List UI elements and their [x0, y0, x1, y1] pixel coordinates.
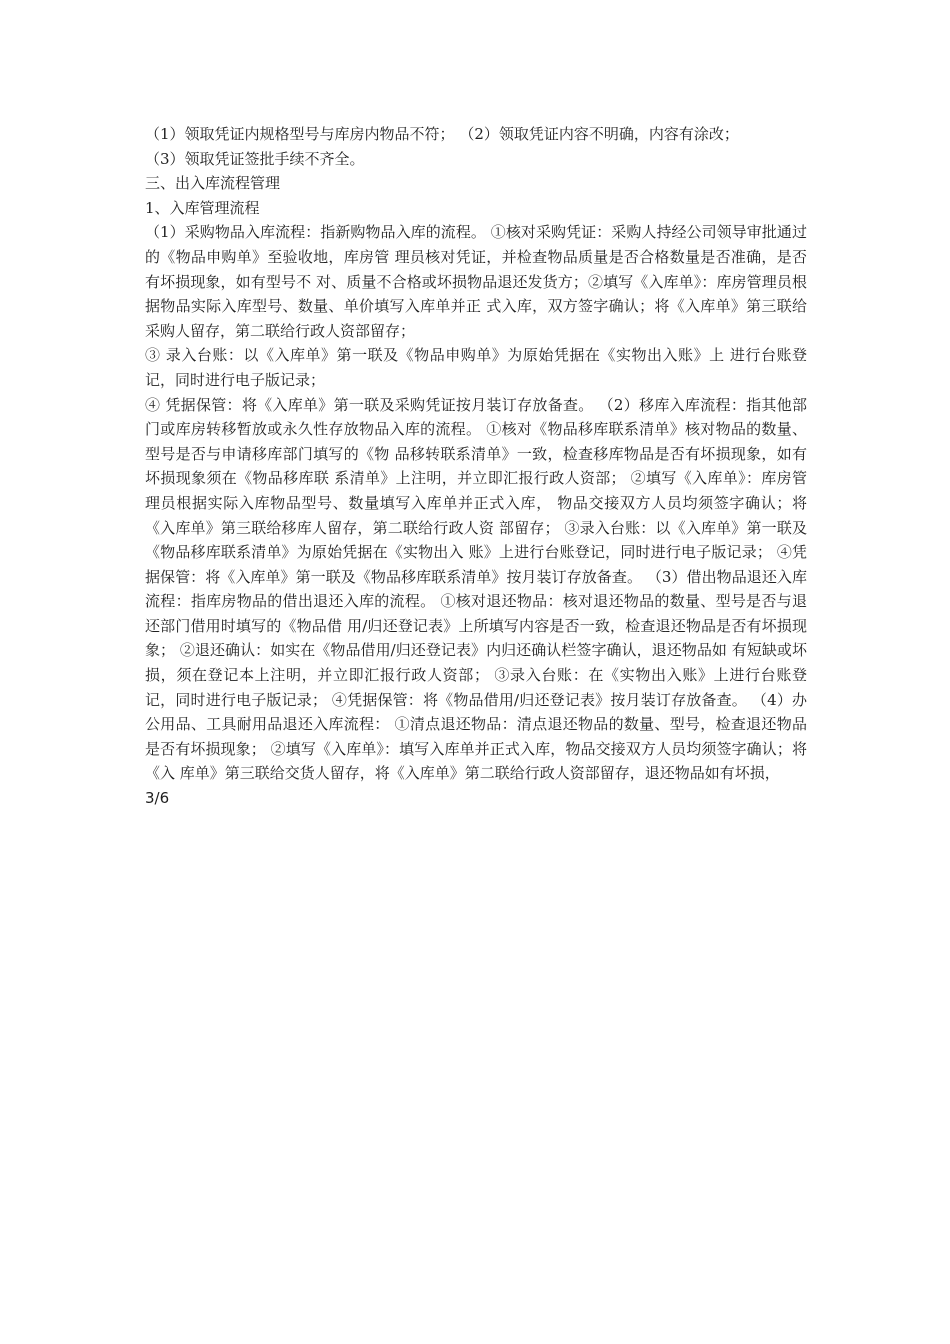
purchase-inbound-paragraph: （1）采购物品入库流程：指新购物品入库的流程。 ①核对采购凭证：采购人持经公司领导审批通过的《物品申购单》至验收地，库房管 理员核对凭证，并检查物品质量是否合格数量是否准确，是否有坏损现象，如有型号不 对、质量不合格或坏损物品退还发货方；②填写《入库单》：库房管理员根据物品实际入库型号、数量、单价填写入库单并正 式入库，双方签字确认；将《入库单》第三联给采购人留存，第二联给行政人资部留存； — [145, 223, 807, 340]
page-number: 3/6 — [145, 789, 170, 808]
section-heading: 三、出入库流程管理 — [145, 174, 281, 193]
inbound-procedures-paragraph: ④ 凭据保管：将《入库单》第一联及采购凭证按月装订存放备查。 （2）移库入库流程：指其他部门或库房转移暂放或永久性存放物品入库的流程。 ①核对《物品移库联系清单》核对物品的数量、型号是否与申请移库部门填写的《物 品移转联系清单》一致，检查移库物品是否有坏损现象，如有坏损现象须在《物品移库联 系清单》上注明，并立即汇报行政人资部； ②填写《入库单》：库房管理员根据实际入库物品型号、数量填写入库单并正式入库， 物品交接双方人员均须签字确认；将《入库单》第三联给移库人留存，第二联给行政人资 部留存； ③录入台账：以《入库单》第一联及《物品移库联系清单》为原始凭据在《实物出入 账》上进行台账登记，同时进行电子版记录； ④凭据保管：将《入库单》第一联及《物品移库联系清单》按月装订存放备查。 （3）借出物品退还入库流程：指库房物品的借出退还入库的流程。 ①核对退还物品：核对退还物品的数量、型号是否与退还部门借用时填写的《物品借 用/归还登记表》上所填写内容是否一致，检查退还物品是否有坏损现象； ②退还确认：如实在《物品借用/归还登记表》内归还确认栏签字确认，退还物品如 有短缺或坏损，须在登记本上注明，并立即汇报行政人资部； ③录入台账：在《实物出入账》上进行台账登记，同时进行电子版记录； ④凭据保管：将《物品借用/归还登记表》按月装订存放备查。 （4）办公用品、工具耐用品退还入库流程： ①清点退还物品：清点退还物品的数量、型号，检查退还物品是否有坏损现象； ②填写《入库单》：填写入库单并正式入库，物品交接双方人员均须签字确认；将《入 库单》第三联给交货人留存，将《入库单》第二联给行政人资部留存，退还物品如有坏损， — [145, 395, 807, 783]
text-line-approval-incomplete: （3）领取凭证签批手续不齐全。 — [145, 149, 365, 168]
ledger-entry-paragraph: ③ 录入台账：以《入库单》第一联及《物品申购单》为原始凭据在《实物出入账》上 进行台账登记，同时进行电子版记录； — [145, 346, 807, 389]
text-line-voucher-issues: （1）领取凭证内规格型号与库房内物品不符； （2）领取凭证内容不明确，内容有涂改； — [145, 125, 739, 143]
document-page — [145, 122, 807, 811]
subsection-heading: 1、入库管理流程 — [145, 198, 260, 217]
